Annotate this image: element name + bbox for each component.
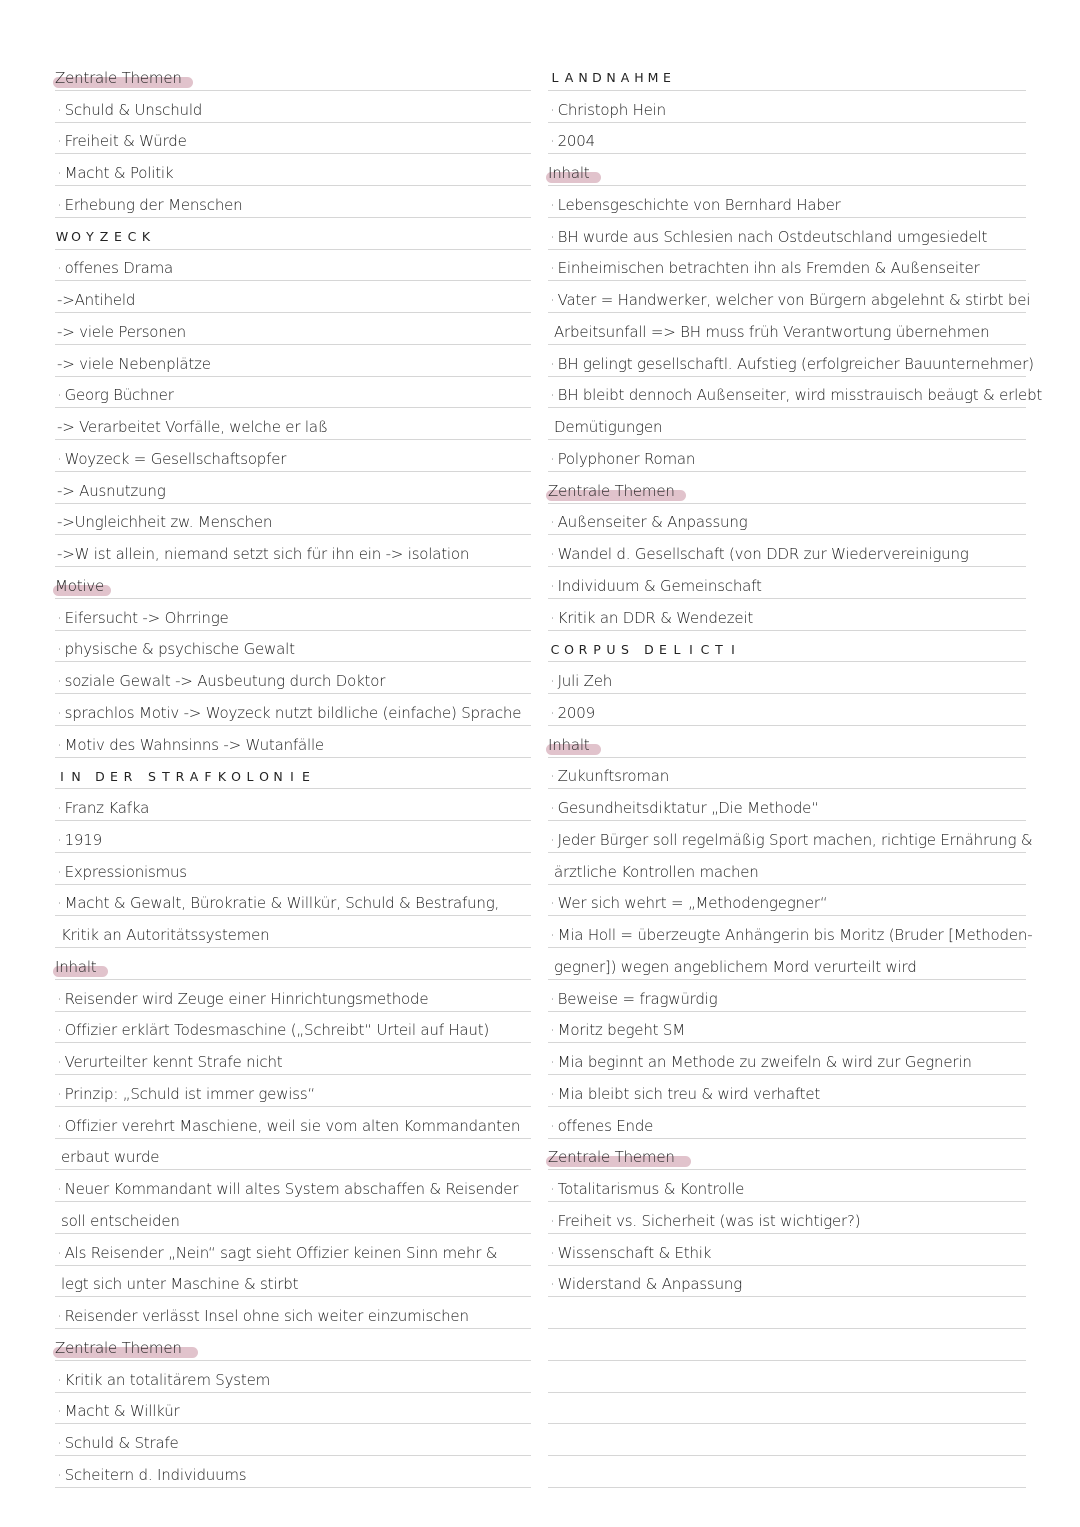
note-text: · Freiheit & Würde: [57, 132, 187, 150]
note-text: ->W ist allein, niemand setzt sich für ihn ein -> isolation: [57, 545, 470, 563]
right-column: [548, 59, 1043, 1488]
subheading-zentrale-themen: [55, 1329, 531, 1361]
subheading-inhalt: [548, 154, 1026, 186]
bullet-continuation: [548, 408, 1026, 440]
subheading-text: Inhalt: [548, 164, 590, 182]
bullet-item: [55, 1107, 531, 1139]
note-text: · physische & psychische Gewalt: [57, 640, 295, 658]
bullet-item: [548, 440, 1026, 472]
title-letter: E: [660, 69, 674, 87]
title-letter: K: [139, 228, 153, 246]
bullet-item: [548, 345, 1034, 377]
title-letter: T: [159, 767, 173, 785]
note-text: -> viele Nebenplätze: [57, 354, 211, 373]
note-text: · BH wurde aus Schlesien nach Ostdeutschland umgesiedelt: [550, 228, 987, 246]
note-text: erbaut wurde: [61, 1148, 160, 1167]
section-title-text: [548, 69, 674, 87]
bullet-item: [548, 1075, 1026, 1107]
bullet-item: [548, 885, 1026, 917]
bullet-item: [55, 662, 531, 694]
note-text: · Mia Holl = überzeugte Anhängerin bis Moritz (Bruder [Methoden-: [550, 926, 1032, 944]
bullet-item: [548, 250, 1026, 282]
title-letter: O: [69, 228, 83, 246]
title-letter: I: [684, 640, 698, 658]
note-text: · Gesundheitsdiktatur „Die Methode“: [550, 799, 819, 817]
title-letter: T: [712, 640, 726, 658]
title-letter: D: [93, 767, 107, 785]
note-text: Kritik an Autoritätssystemen: [61, 926, 270, 944]
title-letter: H: [632, 69, 646, 87]
title-letter: N: [604, 69, 618, 87]
note-text: Demütigungen: [554, 418, 663, 436]
note-text: · Individuum & Gemeinschaft: [550, 577, 762, 595]
title-letter: E: [107, 767, 121, 785]
note-text: · offenes Drama: [57, 259, 173, 277]
subheading-text: Zentrale Themen: [55, 1338, 182, 1357]
note-text: · Offizier verehrt Maschiene, weil sie vom alten Kommandanten: [57, 1117, 520, 1135]
bullet-item: [55, 853, 531, 885]
title-letter: R: [173, 767, 187, 785]
title-letter: E: [111, 228, 125, 246]
bullet-item: [548, 186, 1026, 218]
title-letter: A: [187, 767, 201, 785]
note-text: · Vater = Handwerker, welcher von Bürgern abgelehnt & stirbt bei: [550, 291, 1030, 309]
bullet-item: [55, 789, 531, 821]
title-letter: K: [215, 767, 229, 785]
note-text: · Schuld & Strafe: [57, 1434, 179, 1452]
note-text: ->Ungleichheit zw. Menschen: [57, 513, 273, 532]
empty-ruled-line: [548, 1456, 1026, 1488]
title-letter: N: [576, 69, 590, 87]
note-text: · Offizier erklärt Todesmaschine („Schreibt“ Urteil auf Haut): [57, 1021, 489, 1039]
bullet-item: [55, 631, 531, 663]
bullet-item: [55, 1075, 531, 1107]
bullet-item: [55, 91, 531, 123]
title-letter: I: [55, 767, 69, 785]
empty-ruled-line: [548, 1393, 1026, 1425]
note-text: -> Ausnutzung: [57, 481, 166, 500]
subheading-text: Zentrale Themen: [55, 68, 182, 87]
note-text: gegner]) wegen angeblichem Mord verurteilt wird: [554, 957, 917, 976]
title-letter: Z: [97, 228, 111, 246]
bullet-continuation: [548, 313, 1026, 345]
empty-ruled-line: [548, 1424, 1026, 1456]
note-text: · Einheimischen betrachten ihn als Fremden & Außenseiter: [550, 259, 980, 277]
note-text: · Wandel d. Gesellschaft (von DDR zur Wiedervereinigung: [550, 545, 969, 563]
title-letter: S: [145, 767, 159, 785]
title-letter: L: [243, 767, 257, 785]
title-letter: E: [299, 767, 313, 785]
note-text: · Juli Zeh: [550, 672, 612, 690]
note-text: · Totalitarismus & Kontrolle: [550, 1180, 744, 1198]
title-letter: O: [257, 767, 271, 785]
note-line: [55, 313, 531, 345]
note-text: -> Verarbeitet Vorfälle, welche er laß: [57, 418, 328, 436]
note-text: · Erhebung der Menschen: [57, 196, 242, 214]
note-text: · Georg Büchner: [57, 386, 174, 404]
bullet-continuation: [548, 948, 1026, 980]
note-line: [55, 535, 531, 567]
note-line: [55, 345, 531, 377]
subheading-text: Inhalt: [548, 735, 590, 754]
title-letter: C: [125, 228, 139, 246]
title-letter: O: [229, 767, 243, 785]
note-text: · Reisender wird Zeuge einer Hinrichtungsmethode: [57, 990, 428, 1008]
bullet-item: [548, 758, 1026, 790]
bullet-item: [548, 377, 1043, 409]
bullet-item: [55, 885, 531, 917]
subheading-zentrale-themen: [548, 472, 1026, 504]
note-text: · Macht & Willkür: [57, 1402, 179, 1420]
note-text: · Lebensgeschichte von Bernhard Haber: [550, 196, 841, 214]
bullet-item: [548, 281, 1031, 313]
section-title-in-der-strafkolonie: [55, 758, 531, 790]
note-text: · Widerstand & Anpassung: [550, 1275, 742, 1293]
bullet-item: [548, 821, 1033, 853]
bullet-item: [548, 789, 1026, 821]
bullet-item: [55, 726, 531, 758]
note-text: · Scheitern d. Individuums: [57, 1466, 246, 1484]
bullet-item: [55, 980, 531, 1012]
section-title-text: [55, 228, 153, 246]
bullet-item: [55, 694, 531, 726]
title-letter: P: [590, 640, 604, 658]
note-text: Arbeitsunfall => BH muss früh Verantwortung übernehmen: [554, 322, 990, 341]
title-letter: F: [201, 767, 215, 785]
empty-ruled-line: [548, 1329, 1026, 1361]
bullet-item: [55, 250, 531, 282]
note-text: · Freiheit vs. Sicherheit (was ist wichtiger?): [550, 1212, 860, 1230]
note-text: · Moritz begeht SM: [550, 1021, 685, 1039]
note-text: · 2004: [550, 132, 595, 150]
note-text: · Wissenschaft & Ethik: [550, 1244, 711, 1262]
title-letter: I: [726, 640, 740, 658]
note-line: [55, 472, 531, 504]
bullet-item: [548, 535, 1026, 567]
bullet-item: [55, 154, 531, 186]
left-column: [55, 59, 531, 1488]
subheading-zentrale-themen: [548, 1139, 1026, 1171]
note-text: · Außenseiter & Anpassung: [550, 513, 747, 531]
title-letter: S: [618, 640, 632, 658]
note-text: · Macht & Politik: [57, 164, 173, 182]
title-letter: L: [670, 640, 684, 658]
bullet-continuation: [548, 853, 1026, 885]
bullet-item: [548, 218, 1026, 250]
note-text: soll entscheiden: [61, 1211, 180, 1230]
note-line: [55, 281, 531, 313]
note-text: · Jeder Bürger soll regelmäßig Sport machen, richtige Ernährung &: [550, 831, 1032, 849]
bullet-continuation: [55, 1139, 531, 1171]
title-letter: U: [604, 640, 618, 658]
empty-ruled-line: [548, 1361, 1026, 1393]
bullet-continuation: [55, 1202, 531, 1234]
note-text: · Kritik an totalitärem System: [57, 1371, 270, 1389]
bullet-item: [548, 1107, 1026, 1139]
note-line: [55, 504, 531, 536]
title-letter: M: [647, 70, 659, 86]
bullet-item: [548, 567, 1026, 599]
subheading-zentrale-themen: [55, 59, 531, 91]
note-text: · BH gelingt gesellschaftl. Aufstieg (erfolgreicher Bauunternehmer): [550, 355, 1034, 373]
note-text: · Als Reisender „Nein“ sagt sieht Offizier keinen Sinn mehr &: [57, 1244, 497, 1262]
note-text: · Verurteilter kennt Strafe nicht: [57, 1053, 282, 1071]
bullet-item: [55, 440, 531, 472]
note-text: ->Antiheld: [57, 291, 136, 309]
title-letter: N: [69, 767, 83, 785]
title-letter: A: [562, 69, 576, 87]
title-letter: [632, 640, 642, 658]
title-letter: D: [590, 69, 604, 87]
note-text: · soziale Gewalt -> Ausbeutung durch Doktor: [57, 672, 385, 690]
bullet-item: [55, 1424, 531, 1456]
title-letter: [83, 767, 93, 785]
note-text: · Polyphoner Roman: [550, 450, 695, 468]
bullet-item: [55, 1361, 531, 1393]
bullet-item: [548, 1043, 1026, 1075]
title-letter: C: [698, 640, 712, 658]
note-text: · Mia beginnt an Methode zu zweifeln & wird zur Gegnerin: [550, 1053, 972, 1071]
subheading-inhalt: [55, 948, 531, 980]
title-letter: A: [618, 69, 632, 87]
bullet-item: [55, 1393, 531, 1425]
section-title-woyzeck: [55, 218, 531, 250]
bullet-item: [548, 980, 1026, 1012]
bullet-item: [548, 1170, 1026, 1202]
title-letter: R: [121, 767, 135, 785]
note-text: · 1919: [57, 831, 102, 849]
bullet-item: [55, 1170, 531, 1202]
note-text: · Christoph Hein: [550, 101, 666, 119]
subheading-inhalt: [548, 726, 1026, 758]
note-text: · Schuld & Unschuld: [57, 101, 202, 119]
section-title-text: [55, 767, 313, 785]
title-letter: O: [562, 640, 576, 658]
section-title-text: [548, 640, 740, 658]
bullet-item: [55, 377, 531, 409]
bullet-item: [548, 1012, 1026, 1044]
subheading-text: Zentrale Themen: [548, 1148, 675, 1167]
note-text: · Reisender verlässt Insel ohne sich weiter einzumischen: [57, 1307, 469, 1325]
title-letter: E: [656, 640, 670, 658]
title-letter: [135, 767, 145, 785]
note-text: · Prinzip: „Schuld ist immer gewiss“: [57, 1085, 315, 1103]
title-letter: Y: [83, 228, 97, 246]
note-text: · Neuer Kommandant will altes System abschaffen & Reisender: [57, 1180, 518, 1198]
note-text: -> viele Personen: [57, 322, 186, 341]
bullet-item: [548, 599, 1026, 631]
note-text: · Expressionismus: [57, 863, 187, 881]
bullet-item: [55, 1456, 531, 1488]
note-text: · Franz Kafka: [57, 799, 149, 817]
note-text: · 2009: [550, 704, 595, 722]
section-title-landnahme: [548, 59, 1026, 91]
note-text: · Woyzeck = Gesellschaftsopfer: [57, 450, 286, 468]
bullet-item: [548, 504, 1026, 536]
bullet-item: [548, 694, 1026, 726]
subheading-motive: [55, 567, 531, 599]
bullet-item: [548, 1202, 1026, 1234]
bullet-item: [55, 123, 531, 155]
title-letter: C: [548, 640, 562, 658]
bullet-item: [55, 1012, 531, 1044]
title-letter: R: [576, 640, 590, 658]
bullet-item: [55, 821, 531, 853]
note-text: · offenes Ende: [550, 1117, 653, 1135]
note-text: · Macht & Gewalt, Bürokratie & Willkür, Schuld & Bestrafung,: [57, 894, 499, 912]
bullet-item: [548, 1234, 1026, 1266]
note-text: ärztliche Kontrollen machen: [554, 862, 759, 881]
note-text: · Mia bleibt sich treu & wird verhaftet: [550, 1085, 820, 1103]
title-letter: N: [271, 767, 285, 785]
note-text: · Motiv des Wahnsinns -> Wutanfälle: [57, 736, 324, 754]
note-text: · Eifersucht -> Ohrringe: [57, 609, 229, 627]
subheading-text: Zentrale Themen: [548, 481, 675, 500]
note-text: · sprachlos Motiv -> Woyzeck nutzt bildliche (einfache) Sprache: [57, 704, 521, 722]
section-title-corpus-delicti: [548, 631, 1026, 663]
subheading-text: Inhalt: [55, 957, 97, 976]
bullet-item: [55, 1297, 531, 1329]
empty-ruled-line: [548, 1297, 1026, 1329]
note-text: legt sich unter Maschine & stirbt: [61, 1275, 299, 1294]
note-text: · BH bleibt dennoch Außenseiter, wird misstrauisch beäugt & erlebt: [550, 386, 1042, 404]
title-letter: D: [642, 640, 656, 658]
note-text: · Zukunftsroman: [550, 767, 669, 785]
bullet-item: [548, 91, 1026, 123]
bullet-item: [55, 599, 531, 631]
bullet-continuation: [55, 916, 531, 948]
title-letter: L: [548, 69, 562, 87]
bullet-item: [548, 916, 1033, 948]
bullet-item: [548, 662, 1026, 694]
bullet-item: [548, 1266, 1026, 1298]
bullet-continuation: [55, 1266, 531, 1298]
note-line: [55, 408, 531, 440]
title-letter: I: [285, 767, 299, 785]
bullet-item: [548, 123, 1026, 155]
title-letter: W: [55, 229, 69, 244]
subheading-text: Motive: [55, 576, 105, 595]
note-text: · Beweise = fragwürdig: [550, 990, 717, 1008]
bullet-item: [55, 186, 531, 218]
note-text: · Kritik an DDR & Wendezeit: [550, 609, 753, 627]
bullet-item: [55, 1234, 531, 1266]
bullet-item: [55, 1043, 531, 1075]
note-text: · Wer sich wehrt = „Methodengegner“: [550, 894, 827, 912]
